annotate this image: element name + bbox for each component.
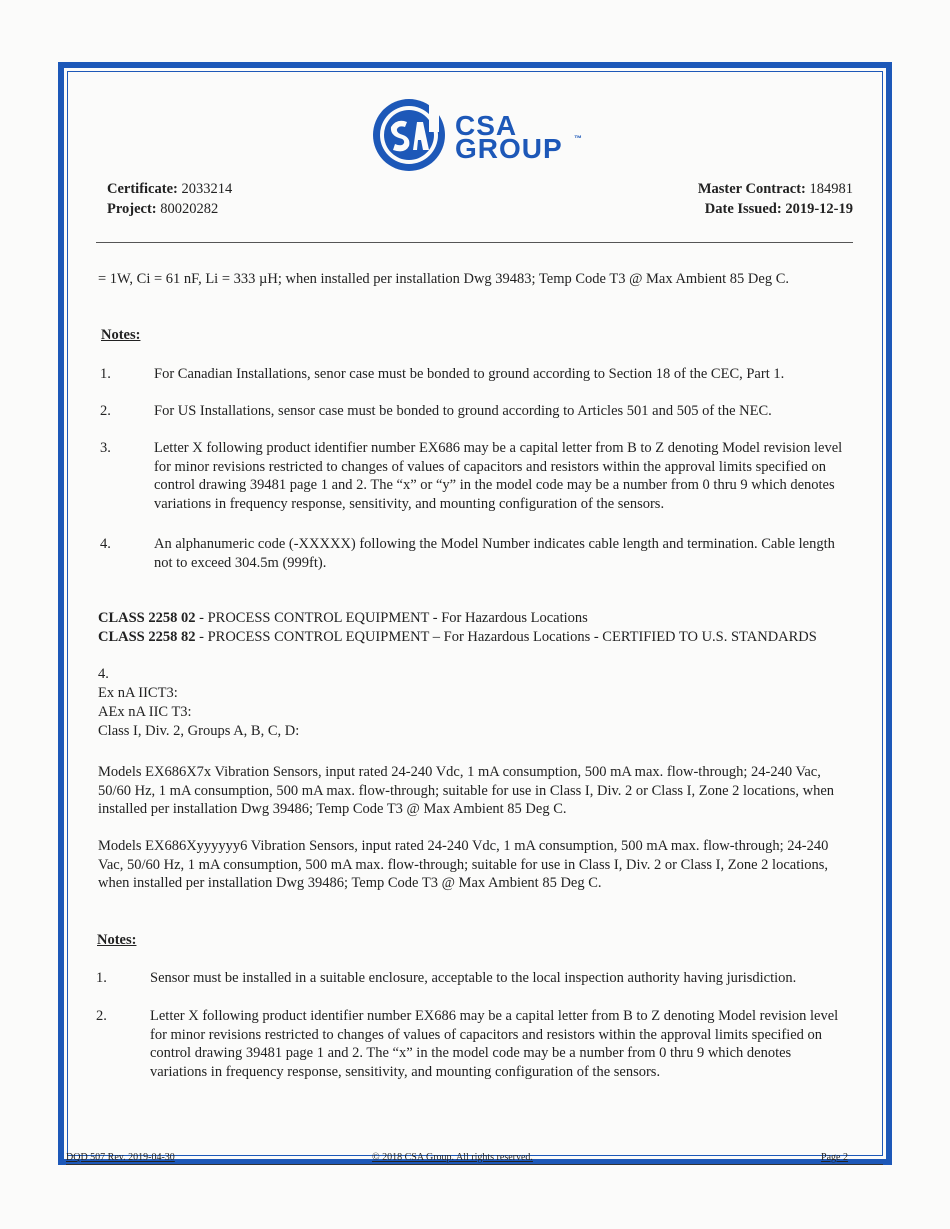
continuation-paragraph: = 1W, Ci = 61 nF, Li = 333 µH; when installed per installation Dwg 39483; Temp Code T3 @ Max Ambient 85 Deg C. — [98, 271, 790, 287]
note-text: For Canadian Installations, senor case must be bonded to ground according to Section 18 of the CEC, Part 1. — [154, 366, 785, 382]
certificate-value: 2033214 — [181, 181, 233, 197]
header-left — [107, 179, 232, 219]
note-number: 2. — [96, 1008, 107, 1024]
note-text: An alphanumeric code (-XXXXX) following the Model Number indicates cable length and termination. Cable length not to exceed 304.5m (999ft). — [154, 536, 835, 571]
header-right — [698, 179, 853, 219]
master-contract-value: 184981 — [809, 181, 853, 197]
line-class-div: Class I, Div. 2, Groups A, B, C, D: — [98, 723, 300, 739]
footer-form-id: DQD 507 Rev. 2019-04-30 — [66, 1152, 175, 1163]
models-ex686x7x-paragraph: Models EX686X7x Vibration Sensors, input rated 24-240 Vdc, 1 mA consumption, 500 mA max. flow-through; 24-240 Vac, 50/60 Hz, 1 mA consumption, 500 mA max. flow-through; suitable for use in Class I, Div. 2 or Class I, Zone 2 locations, when installed per installation Dwg 39486; Temp Code T3 @ Max Ambient 85 Deg C. — [98, 764, 835, 817]
note-number: 1. — [100, 366, 111, 382]
models-ex686xyyyyyy6-paragraph: Models EX686Xyyyyyy6 Vibration Sensors, input rated 24-240 Vdc, 1 mA consumption, 500 mA max. flow-through; 24-240 Vac, 50/60 Hz, 1 mA consumption, 500 mA max. flow-through; suitable for use in Class I, Div. 2 or Class I, Zone 2 locations, when installed per installation Dwg 39486; Temp Code T3 @ Max Ambient 85 Deg C. — [98, 838, 829, 891]
notes-heading-2: Notes: — [97, 932, 137, 948]
csa-group-logo — [369, 90, 609, 180]
date-issued-value: 2019-12-19 — [785, 201, 853, 217]
class-code: CLASS 2258 82 — [98, 629, 196, 645]
note-text: For US Installations, sensor case must be bonded to ground according to Articles 501 and 505 of the NEC. — [154, 403, 772, 419]
line-aex-na: AEx nA IIC T3: — [98, 704, 192, 720]
class-code: CLASS 2258 02 — [98, 610, 196, 626]
footer-rule — [66, 1164, 883, 1165]
note-text: Letter X following product identifier number EX686 may be a capital letter from B to Z denoting Model revision level for minor revisions restricted to changes of values of capacitors and resistors within the approval limits specified on control drawing 39481 page 1 and 2. The “x” in the model code may be a number from 0 thru 9 which denotes variations in frequency response, sensitivity, and mounting configuration of the sensors. — [150, 1008, 839, 1080]
class-description: - PROCESS CONTROL EQUIPMENT – For Hazardous Locations - CERTIFIED TO U.S. STANDARDS — [195, 629, 817, 645]
note-number: 2. — [100, 403, 111, 419]
date-issued-label: Date Issued: — [704, 201, 782, 217]
certificate-label: Certificate: — [107, 181, 178, 197]
line-ex-na: Ex nA IICT3: — [98, 685, 178, 701]
notes-heading-1: Notes: — [101, 327, 141, 343]
footer-page-number: Page 2 — [821, 1152, 848, 1163]
page-footer — [66, 1152, 882, 1164]
note-number: 1. — [96, 970, 107, 986]
footer-copyright: © 2018 CSA Group. All rights reserved. — [372, 1152, 533, 1163]
class-2258-82 — [98, 628, 853, 647]
logo-text-csa: CSA — [455, 110, 518, 141]
note-number: 4. — [100, 536, 111, 552]
line-4: 4. — [98, 666, 109, 682]
note-text: Sensor must be installed in a suitable enclosure, acceptable to the local inspection authority having jurisdiction. — [150, 970, 797, 986]
header-divider — [96, 242, 853, 243]
logo-text-group: GROUP — [455, 133, 563, 164]
csa-seal-icon — [369, 92, 455, 178]
project-label: Project: — [107, 201, 157, 217]
class-2258-02 — [98, 609, 853, 628]
project-value: 80020282 — [160, 201, 219, 217]
master-contract-label: Master Contract: — [697, 181, 806, 197]
class-description: - PROCESS CONTROL EQUIPMENT - For Hazardous Locations — [195, 610, 588, 626]
note-number: 3. — [100, 440, 111, 456]
note-text: Letter X following product identifier number EX686 may be a capital letter from B to Z denoting Model revision level for minor revisions restricted to changes of values of capacitors and resistors within the approval limits specified on control drawing 39481 page 1 and 2. The “x” or “y” in the model code may be a number from 0 thru 9 which denotes variations in frequency response, sensitivity, and mounting configuration of the sensors. — [154, 440, 843, 512]
logo-trademark: ™ — [574, 134, 582, 143]
